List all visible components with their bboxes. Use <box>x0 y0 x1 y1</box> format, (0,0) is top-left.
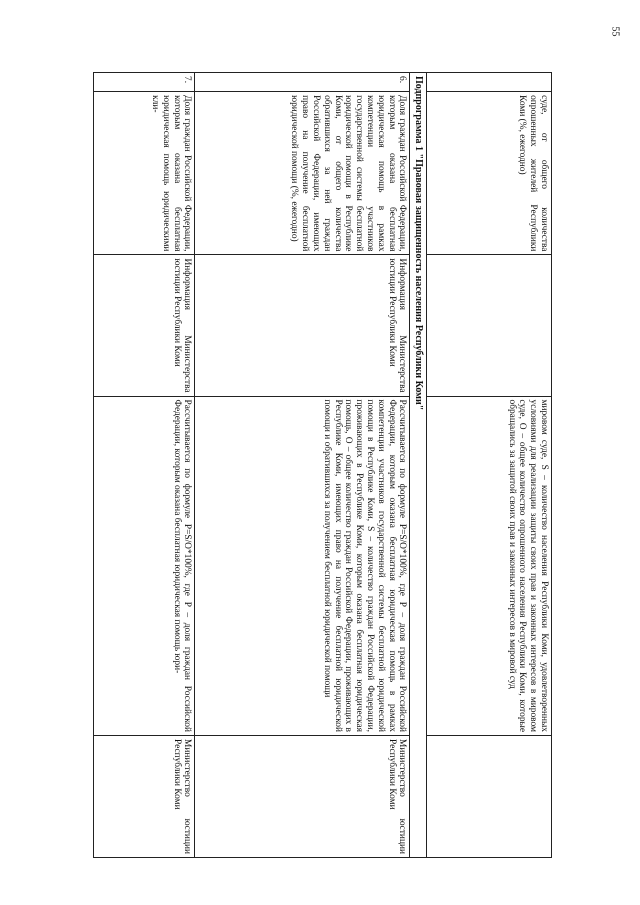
data-source-cell <box>427 255 552 396</box>
subprogram-title: Подпрограмма 1 "Правовая защищенность населения Республики Коми" <box>410 73 427 858</box>
data-source-cell: Информация Министерства юстиции Республики Коми <box>94 255 195 396</box>
indicator-name-cell: суде, от общего количества опрошенных жителей Республики Коми (%, ежегодно) <box>427 92 552 255</box>
row-number-cell <box>427 73 552 92</box>
table-row <box>94 73 195 858</box>
data-source-cell: Информация Министерства юстиции Республики Коми <box>195 255 410 396</box>
responsible-cell <box>427 735 552 857</box>
calculation-method-cell: Рассчитывается по формуле P=S/O*100%, где P – доля граждан Российской Федерации, которым оказана бесплатная юридическая помощь в рамках компетенции участников государственной системы бесплатной юридической помощи в Республике Коми, S – количество граждан Российской Федерации, проживающих в Республике Коми, которым оказана бесплатная юридическая помощь, O – общее количество граждан Российской Федерации, проживающих в Республике Коми, имеющих право на получение бесплатной юридической помощи и обратившихся за получением бесплатной юридической помощи <box>195 396 410 735</box>
table-row <box>195 73 410 858</box>
indicator-name-cell: Доля граждан Российской Федерации, которым оказана бесплатная юридическая помощь в рамках компетенции участников государственной системы бесплатной юридической помощи в Республике Коми, от общего количества обратившихся за ней граждан Российской Федерации, имеющих право на получение бесплатной юридической помощи (%, ежегодно) <box>195 92 410 255</box>
rotated-table-container <box>72 72 552 858</box>
page-number: 55 <box>609 26 621 37</box>
responsible-cell: Министерство юстиции Республики Коми <box>195 735 410 857</box>
indicator-name-cell: Доля граждан Российской Федерации, которым оказана бесплатная юридическая помощь юридическими кли- <box>94 92 195 255</box>
table-row <box>427 73 552 858</box>
indicators-table <box>94 72 553 858</box>
rotated-table-wrapper <box>72 72 552 858</box>
row-number-cell: 6. <box>195 73 410 92</box>
calculation-method-cell: Рассчитывается по формуле P=S/O*100%, где P – доля граждан Российской Федерации, которым оказана бесплатная юридическая помощь юри- <box>94 396 195 735</box>
responsible-cell: Министерство юстиции Республики Коми <box>94 735 195 857</box>
row-number-cell: 7. <box>94 73 195 92</box>
calculation-method-cell: мировом суде, S – количество населения Республики Коми, удовлетворенных условиями для реализации защиты своих прав и законных интересов в мировом суде, O – общее количество опрошенного населения Республики Коми, которые обращались за защитой своих прав и законных интересов в мировой суд <box>427 396 552 735</box>
subprogram-heading-row <box>410 73 427 858</box>
